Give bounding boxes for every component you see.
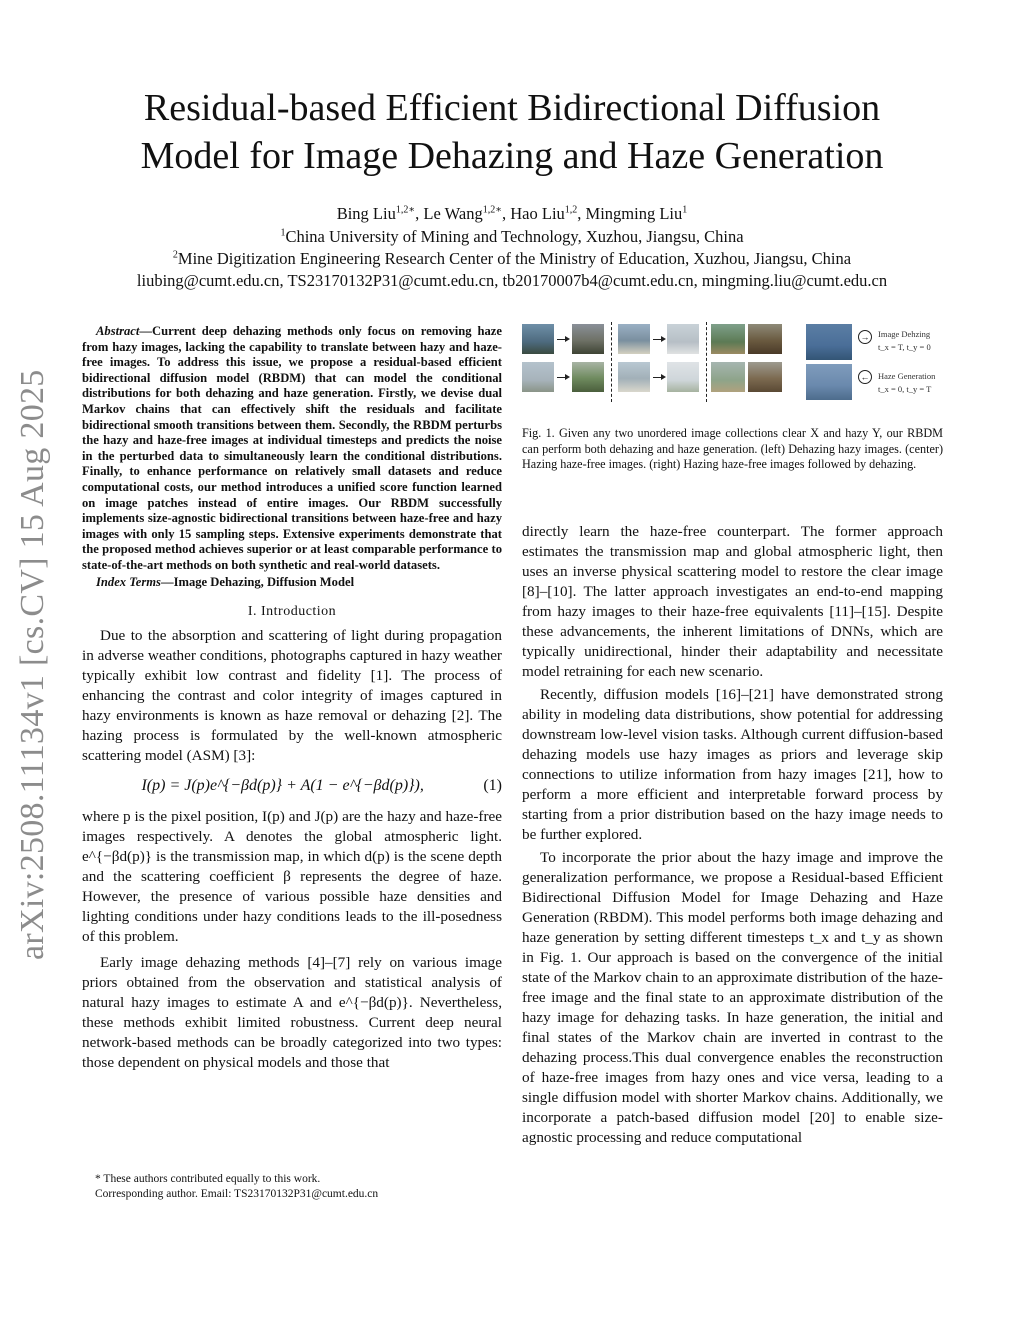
clear-image-thumbnail <box>618 324 650 354</box>
figure-divider <box>611 322 612 402</box>
author-name: Bing Liu <box>336 204 396 223</box>
footnote-equal-contribution: * These authors contributed equally to this work. <box>95 1173 321 1185</box>
figure-1-caption: Fig. 1. Given any two unordered image collections clear X and hazy Y, our RBDM can perform both dehazing and haze generation. (left) Dehazing hazy images. (center) Hazing haze-free images. (right) Hazing haze-free images followed by dehazing. <box>522 426 943 471</box>
author-name: Mingming Liu <box>585 204 683 223</box>
section-heading-introduction: I. Introduction <box>247 604 337 620</box>
hazed-image-thumbnail <box>667 324 699 354</box>
logs-image-thumbnail <box>748 362 782 392</box>
author-affil: 1,2 <box>564 204 578 216</box>
footnotes <box>95 1172 515 1202</box>
arxiv-identifier: arXiv:2508.11134v1 [cs.CV] 15 Aug 2025 <box>14 369 51 960</box>
title-line-2: Model for Image Dehazing and Haze Generation <box>140 135 884 177</box>
figure-1 <box>522 322 944 408</box>
arrow-right-icon <box>653 377 663 378</box>
dehazed-image-thumbnail <box>572 324 604 354</box>
figure-label-dehazing-eq: t_x = T, t_y = 0 <box>878 342 931 352</box>
title-line-1: Residual-based Efficient Bidirectional Diffusion <box>143 87 881 129</box>
hazy-image-thumbnail <box>522 324 554 354</box>
intro-body <box>82 626 502 1073</box>
equation-1 <box>82 771 502 801</box>
author-affil: 1,2∗ <box>395 204 416 216</box>
clear-image-thumbnail <box>618 362 650 392</box>
author-name: Hao Liu <box>510 204 565 223</box>
intro-paragraph-2: where p is the pixel position, I(p) and J(p) are the hazy and haze-free images respectively. A denotes the global atmospheric light. e^{−βd(p)} is the transmission map, in which d(p) is the scene depth and the scattering coefficient β represents the degree of haze. However, the presence of various possible haze densities and lighting conditions under hazy conditions leads to the ill-posedness of this problem. <box>82 808 502 946</box>
intro-paragraph-1: Due to the absorption and scattering of light during propagation in adverse weather conditions, photographs captured in hazy weather typically exhibit low contrast and fidelity [1]. The process of enhancing the contrast and color integrity of images captured in hazy environments is known as haze removal or dehazing [2]. The hazing process is formulated by the well-known atmospheric scattering model (ASM) [3]: <box>82 627 502 765</box>
author-emails: liubing@cumt.edu.cn, TS23170132P31@cumt.edu.cn, tb20170007b4@cumt.edu.cn, mingming.liu@cumt.edu.cn <box>136 271 888 290</box>
paper-title <box>60 84 964 180</box>
dehazed-image-thumbnail <box>572 362 604 392</box>
affiliation-2: $^2$Mine Digitization Engineering Research Center of the Ministry of Education, Xuzhou, Jiangsu, China <box>172 249 852 268</box>
left-column <box>82 324 502 1073</box>
hazed-image-thumbnail <box>711 362 745 392</box>
affiliation-1: $^1$China University of Mining and Technology, Xuzhou, Jiangsu, China <box>280 227 744 246</box>
arrow-right-icon <box>653 339 663 340</box>
figure-label-haze-generation: Haze Generation <box>878 371 936 381</box>
equation-asm: I(p) = J(p)e^{−βd(p)} + A(1 − e^{−βd(p)}), <box>141 777 424 795</box>
right-paragraph-2: Recently, diffusion models [16]–[21] have demonstrated strong ability in modeling data distributions, show potential for addressing downstream low-level vision tasks. Although current diffusion-based dehazing models use hazy images as priors and leverage skip connections to utilize information from hazy images [21], how to perform a more efficient and interpretable forward process by starting from a prior distribution based on the hazy image needs to be further explored. <box>522 686 943 843</box>
abstract-text: —Current deep dehazing methods only focus on removing haze from hazy images, lacking the capability to translate between hazy and haze-free images. To address this issue, we propose a residual-based efficient bidirectional diffusion model (RBDM) that can model the conditional distributions for both dehazing and haze generation. Firstly, we devise dual Markov chains that can effectively shift the residuals and facilitate bidirectional smooth transitions between them. Secondly, the RBDM perturbs the hazy and haze-free images at individual timesteps and predicts the noise in the perturbed data to simultaneously learn the conditional distributions. Finally, to enhance performance on relatively small datasets and reduce computational costs, our method introduces a unified score function learned on image patches instead of entire images. Our RBDM successfully implements size-agnostic bidirectional transitions between haze-free and hazy images with only 15 sampling steps. Extensive experiments demonstrate that the proposed method achieves superior or at least comparable performance to state-of-the-art methods on both synthetic and real-world datasets. <box>82 324 502 572</box>
hazed-image-thumbnail <box>667 362 699 392</box>
haze-arrow-icon: ← <box>858 370 872 384</box>
right-column <box>522 522 943 1148</box>
right-paragraph-1: directly learn the haze-free counterpart. The former approach estimates the transmission map and global atmospheric light, then uses an inverse physical scattering model to restore the clear image [8]–[10]. The latter approach investigates an end-to-end mapping from hazy images to their haze-free equivalents [11]–[15]. Despite these advancements, the inherent limitations of DNNs, which are typically unidirectional, hinder their adaptability and necessitate model retraining for each new scenario. <box>522 523 943 680</box>
logs-image-thumbnail <box>748 324 782 354</box>
arrow-right-icon <box>557 377 567 378</box>
author-name: Le Wang <box>423 204 483 223</box>
abstract-label: Abstract <box>96 324 140 338</box>
hazy-output-thumbnail <box>806 324 852 360</box>
figure-label-haze-generation-eq: t_x = 0, t_y = T <box>878 384 932 394</box>
arrow-right-icon <box>557 339 567 340</box>
clear-image-thumbnail <box>711 324 745 354</box>
hazy-image-thumbnail <box>522 362 554 392</box>
haze-output-thumbnail <box>806 364 852 400</box>
abstract <box>82 324 502 590</box>
footnote-corresponding-author: Corresponding author. Email: TS23170132P31@cumt.edu.cn <box>95 1188 379 1200</box>
intro-paragraph-3: Early image dehazing methods [4]–[7] rely on various image priors obtained from the observation and statistical analysis of natural hazy images to estimate A and e^{−βd(p)}. Nevertheless, these methods exhibit limited robustness. Current deep neural network-based methods can be broadly categorized into two types: those dependent on physical models and those that <box>82 954 502 1072</box>
right-paragraph-3: To incorporate the prior about the hazy image and improve the generalization performance, we propose a Residual-based Efficient Bidirectional Diffusion Model for Image Dehazing and Haze Generation (RBDM). This model performs both image dehazing and haze generation by setting different timesteps t_x and t_y as shown in Fig. 1. Our approach is based on the convergence of the initial state of the Markov chain to an approximate distribution of the haze-free image and the final state to an approximate distribution of the hazy image for dehazing tasks. In haze generation, the initial and final states of the Markov chain are inverted in contrast to the dehazing process.This dual convergence enables the reconstruction of haze-free images from hazy ones and vice versa, leading to a single diffusion model with shorter Markov chains. Additionally, we incorporate a patch-based diffusion model [20] to enable size-agnostic processing and reduce computational <box>522 849 943 1146</box>
author-affil: 1,2∗ <box>482 204 503 216</box>
figure-label-dehazing: Image Dehzing <box>878 329 931 339</box>
figure-divider <box>706 322 707 402</box>
equation-number: (1) <box>483 777 502 795</box>
author-affil: 1 <box>682 204 688 216</box>
index-terms-text: —Image Dehazing, Diffusion Model <box>160 574 355 589</box>
index-terms-label: Index Terms <box>96 574 161 589</box>
author-list: Bing Liu$^{1,2∗}$, Le Wang$^{1,2∗}$, Hao Liu$^{1,2}$, Mingming Liu$^1$ <box>336 204 688 223</box>
dehaze-arrow-icon: → <box>858 330 872 344</box>
